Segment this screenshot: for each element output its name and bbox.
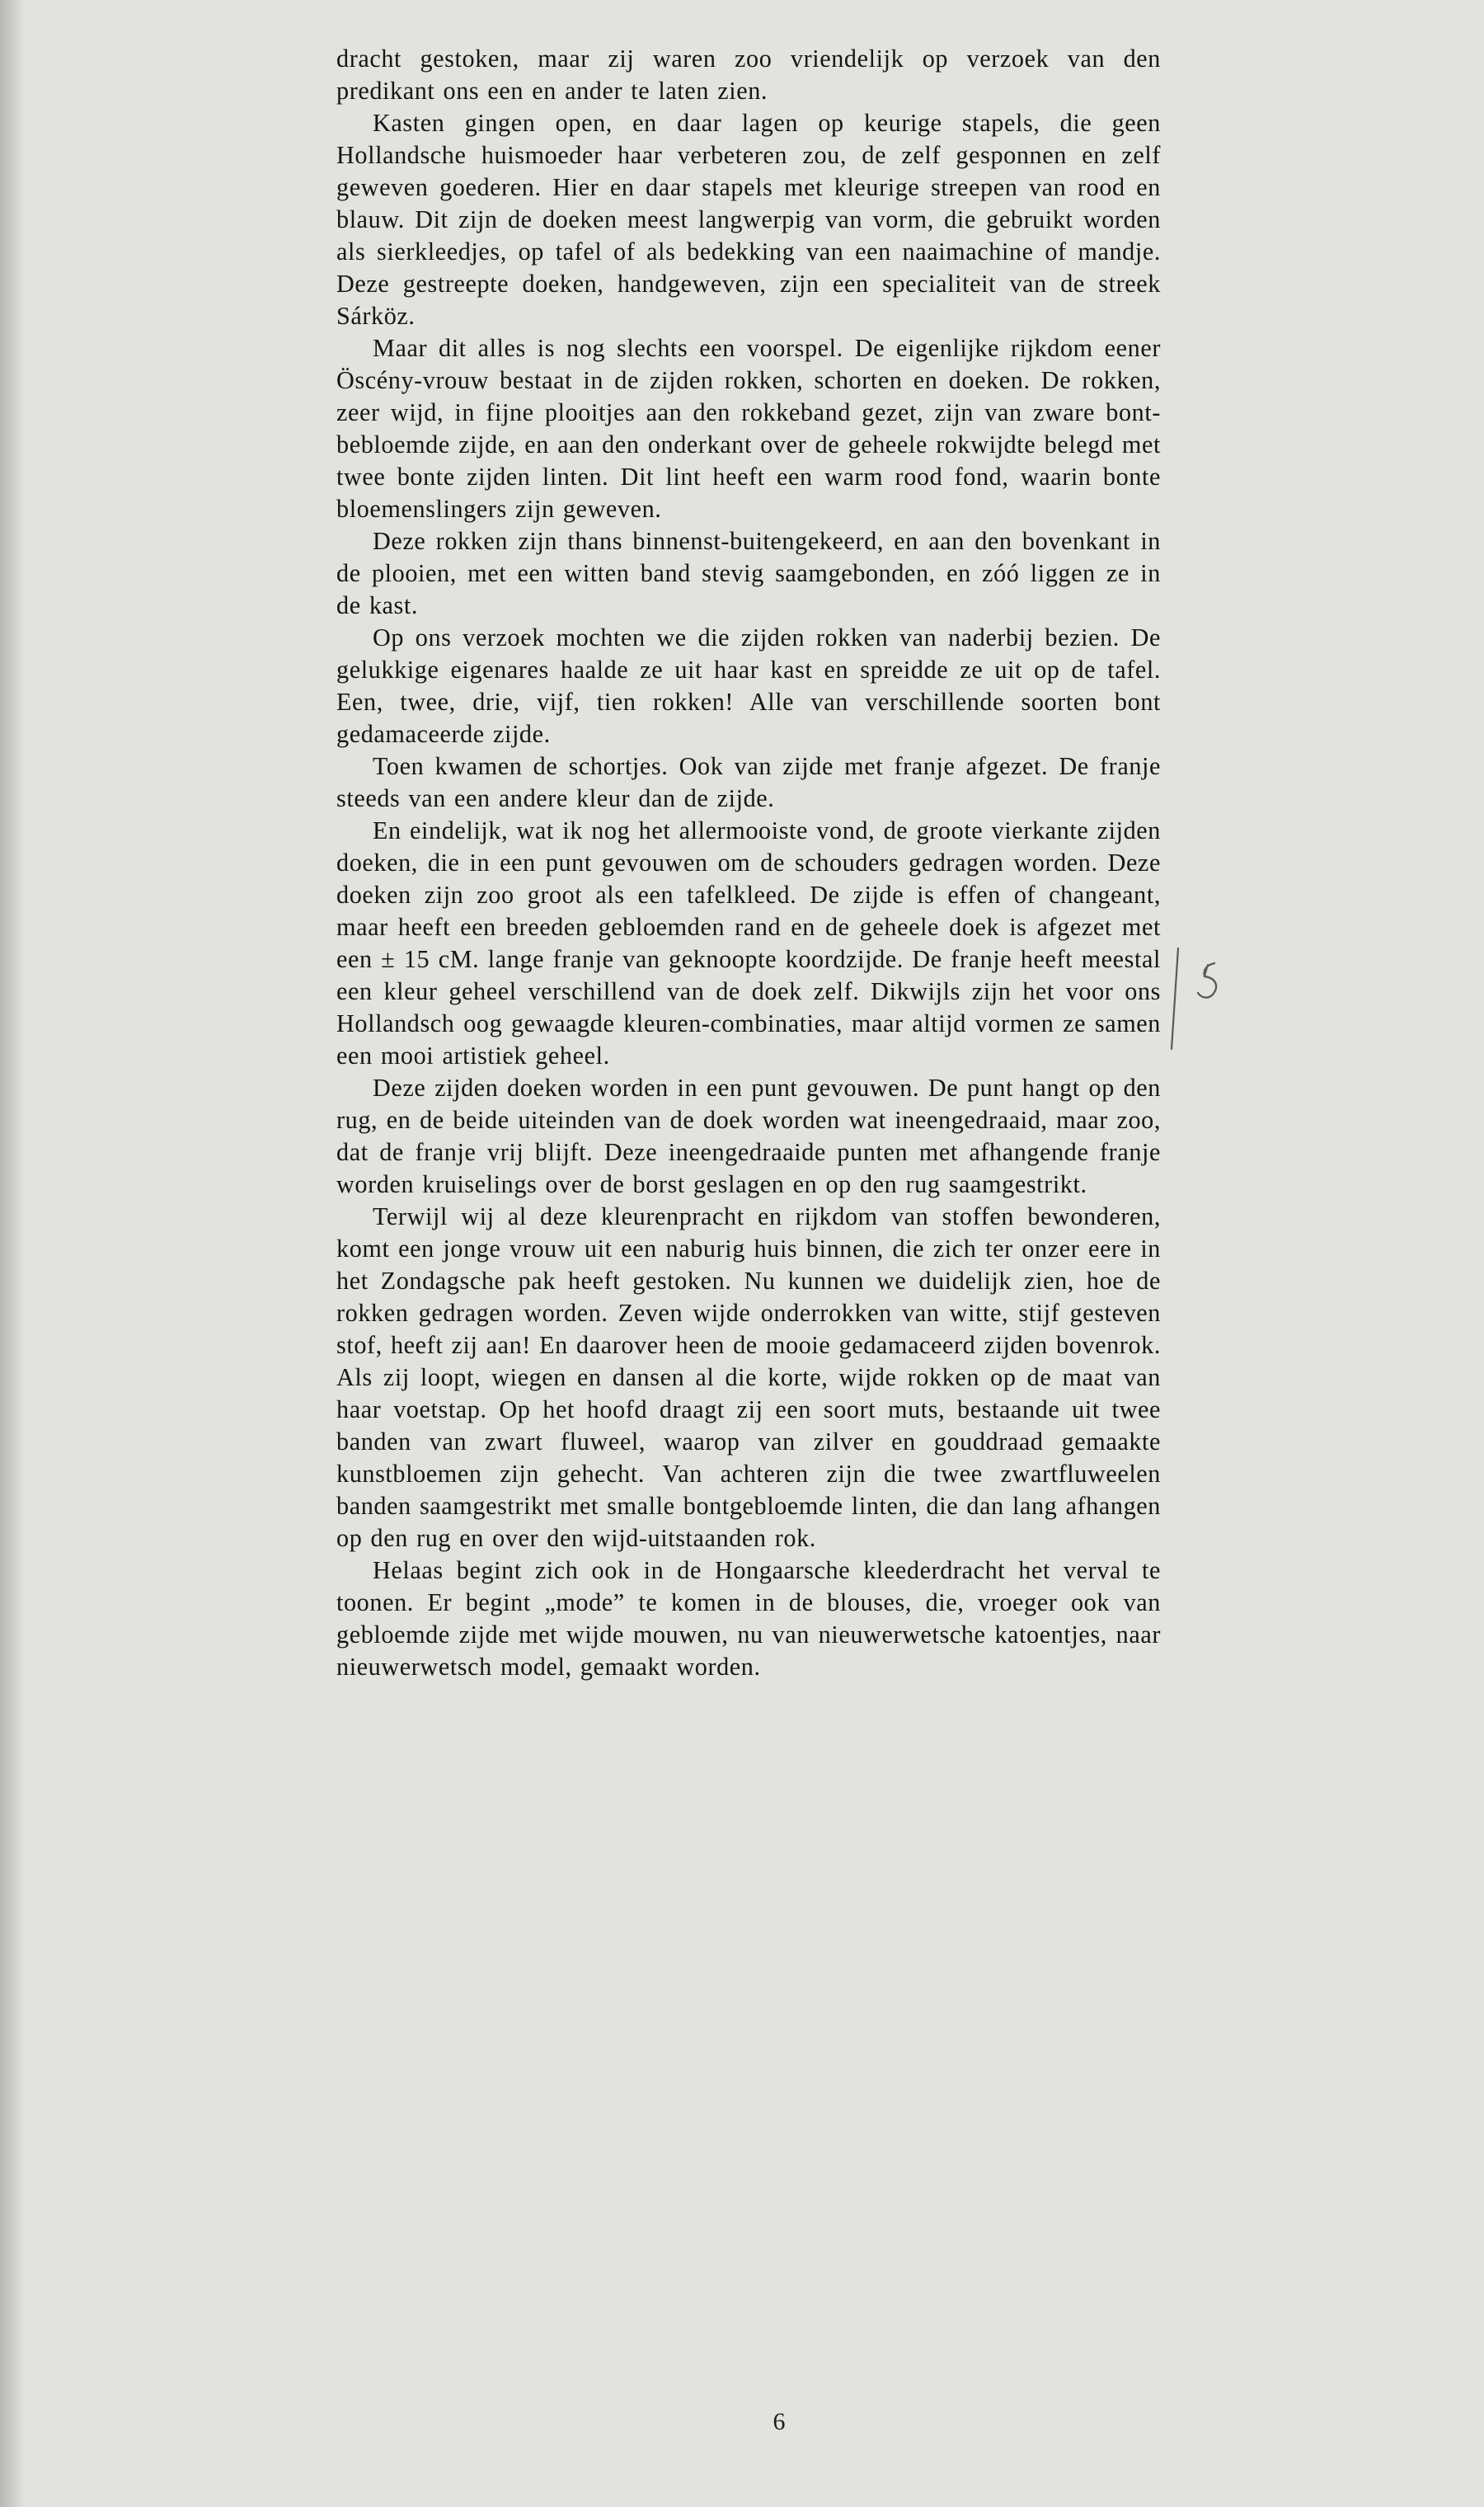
page-number: 6 <box>773 2408 786 2435</box>
handwritten-pencil-mark-icon <box>1167 940 1233 1056</box>
paragraph-9: Terwijl wij al deze kleurenpracht en rijkdom van stoffen bewonderen, komt een jonge vrouw uit een naburig huis binnen, die zich ter onzer eere in het Zondagsche pak heeft gestoken. Nu kunnen we duidelijk zien, hoe de rokken gedragen worden. Zeven wijde onderrokken van witte, stijf gesteven stof, heeft zij aan! En daarover heen de mooie gedamaceerd zijden bovenrok. Als zij loopt, wiegen en dansen al die korte, wijde rokken op de maat van haar voetstap. Op het hoofd draagt zij een soort muts, bestaande uit twee banden van zwart fluweel, waarop van zilver en gouddraad gemaakte kunstbloemen zijn gehecht. Van achteren zijn die twee zwartfluweelen banden saamgestrikt met smalle bontgebloemde linten, die dan lang afhangen op den rug en over den wijd-uitstaanden rok. <box>336 1202 1161 1552</box>
paragraph-3: Maar dit alles is nog slechts een voorspel. De eigenlijke rijkdom eener Öscény-vrouw bestaat in de zijden rokken, schorten en doeken. De rokken, zeer wijd, in fijne plooitjes aan den rokkeband gezet, zijn van zware bont-bebloemde zijde, en aan den onderkant over de geheele rokwijdte belegd met twee bonte zijden linten. Dit lint heeft een warm rood fond, waarin bonte bloemenslingers zijn geweven. <box>336 334 1161 523</box>
paragraph-6: Toen kwamen de schortjes. Ook van zijde met franje afgezet. De franje steeds van een andere kleur dan de zijde. <box>336 752 1161 812</box>
paragraph-4: Deze rokken zijn thans binnenst-buitengekeerd, en aan den bovenkant in de plooien, met een witten band stevig saamgebonden, en zóó liggen ze in de kast. <box>336 527 1161 619</box>
paragraph-1: dracht gestoken, maar zij waren zoo vriendelijk op verzoek van den predikant ons een en ander te laten zien. <box>336 45 1161 105</box>
pencil-mark-svg <box>1167 940 1233 1056</box>
paragraph-7: En eindelijk, wat ik nog het allermooiste vond, de groote vierkante zijden doeken, die in een punt gevouwen om de schouders gedragen worden. Deze doeken zijn zoo groot als een tafelkleed. De zijde is effen of changeant, maar heeft een breeden gebloemden rand en de geheele doek is afgezet met een ± 15 cM. lange franje van geknoopte koordzijde. De franje heeft meestal een kleur geheel verschillend van de doek zelf. Dikwijls zijn het voor ons Hollandsch oog gewaagde kleuren-combinaties, maar altijd vormen ze samen een mooi artistiek geheel. <box>336 816 1161 1070</box>
text-column <box>336 43 1161 1683</box>
paragraph-8: Deze zijden doeken worden in een punt gevouwen. De punt hangt op den rug, en de beide uiteinden van de doek worden wat ineengedraaid, maar zoo, dat de franje vrij blijft. Deze ineengedraaide punten met afhangende franje worden kruiselings over de borst geslagen en op den rug saamgestrikt. <box>336 1074 1161 1198</box>
page-edge-shadow <box>0 0 25 2507</box>
paragraph-2: Kasten gingen open, en daar lagen op keurige stapels, die geen Hollandsche huismoeder haar verbeteren zou, de zelf gesponnen en zelf geweven goederen. Hier en daar stapels met kleurige streepen van rood en blauw. Dit zijn de doeken meest langwerpig van vorm, die gebruikt worden als sierkleedjes, op tafel of als bedekking van een naaimachine of mandje. Deze gestreepte doeken, handgeweven, zijn een specialiteit van de streek Sárköz. <box>336 109 1161 330</box>
paragraph-10: Helaas begint zich ook in de Hongaarsche kleederdracht het verval te toonen. Er begint „mode” te komen in de blouses, die, vroeger ook van gebloemde zijde met wijde mouwen, nu van nieuwerwetsche katoentjes, naar nieuwerwetsch model, gemaakt worden. <box>336 1556 1161 1681</box>
paragraph-5: Op ons verzoek mochten we die zijden rokken van naderbij bezien. De gelukkige eigenares haalde ze uit haar kast en spreidde ze uit op de tafel. Een, twee, drie, vijf, tien rokken! Alle van verschillende soorten bont gedamaceerde zijde. <box>336 623 1161 748</box>
